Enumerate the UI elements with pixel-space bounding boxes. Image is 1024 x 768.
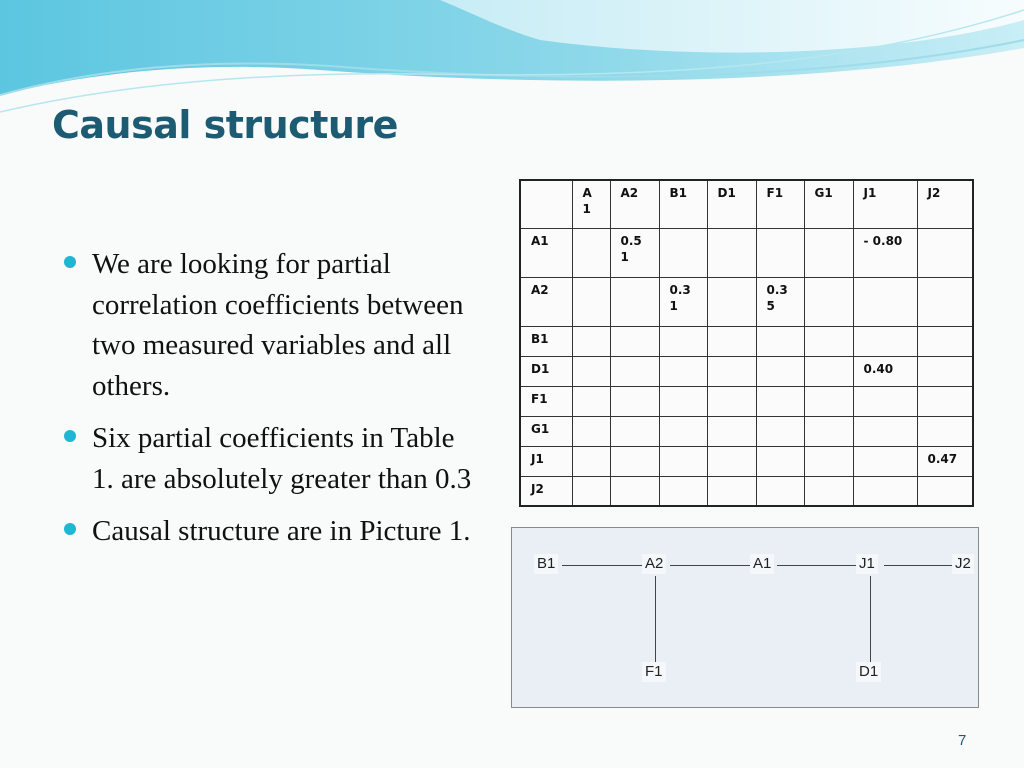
table-row [520, 446, 973, 476]
page-number: 7 [958, 732, 967, 749]
table-cell: - 0.80 [853, 228, 917, 277]
table-cell [853, 277, 917, 326]
table-cell [659, 476, 707, 506]
table-cell [659, 416, 707, 446]
bullet-item [62, 244, 482, 406]
table-cell [707, 277, 756, 326]
table-cell [572, 356, 610, 386]
bullet-dot-icon [64, 430, 76, 442]
table-cell [707, 326, 756, 356]
partial-correlation-table [519, 179, 974, 507]
node-d1: D1 [856, 662, 881, 682]
table-cell [853, 416, 917, 446]
node-b1: B1 [534, 554, 558, 574]
table-cell: 0.3 5 [756, 277, 804, 326]
table-row [520, 476, 973, 506]
table-row-label: G1 [520, 416, 572, 446]
table-cell [917, 416, 973, 446]
table-cell [610, 386, 659, 416]
table-cell [917, 476, 973, 506]
table-cell [610, 416, 659, 446]
edge-j1-d1 [870, 576, 871, 662]
node-j2: J2 [952, 554, 974, 574]
table-header-cell: J2 [917, 180, 973, 228]
table-cell [853, 386, 917, 416]
table-header-cell: B1 [659, 180, 707, 228]
table-header-row [520, 180, 973, 228]
table-cell [572, 476, 610, 506]
table-cell [756, 416, 804, 446]
table-row-label: F1 [520, 386, 572, 416]
table-cell [804, 277, 853, 326]
table-cell [707, 228, 756, 277]
table-cell [572, 446, 610, 476]
table-cell [804, 446, 853, 476]
table-cell [917, 356, 973, 386]
table-cell [572, 228, 610, 277]
table-cell [804, 416, 853, 446]
bullet-dot-icon [64, 256, 76, 268]
table-cell [804, 476, 853, 506]
table-cell [610, 476, 659, 506]
node-f1: F1 [642, 662, 666, 682]
bullet-item [62, 511, 482, 552]
table-cell [804, 228, 853, 277]
table-cell [707, 386, 756, 416]
table-header-cell: J1 [853, 180, 917, 228]
table-cell [572, 326, 610, 356]
edge-a2-f1 [655, 576, 656, 662]
table-row [520, 228, 973, 277]
bullet-text: Causal structure are in Picture 1. [92, 515, 471, 547]
table-cell [610, 446, 659, 476]
table-cell [707, 416, 756, 446]
table-cell [572, 386, 610, 416]
table-row-label: A2 [520, 277, 572, 326]
table-row-label: J1 [520, 446, 572, 476]
edge-a2-a1 [670, 565, 750, 566]
table-header-cell: D1 [707, 180, 756, 228]
bullet-list [62, 244, 482, 564]
node-j1: J1 [856, 554, 878, 574]
table-cell [707, 476, 756, 506]
table-cell [659, 386, 707, 416]
table-cell [610, 326, 659, 356]
table-cell [804, 386, 853, 416]
table-cell [756, 476, 804, 506]
table-cell [707, 446, 756, 476]
table-header-cell: A 1 [572, 180, 610, 228]
node-a2: A2 [642, 554, 666, 574]
table-cell [756, 446, 804, 476]
bullet-item [62, 418, 482, 499]
table-row [520, 356, 973, 386]
edge-a1-j1 [777, 565, 857, 566]
bullet-text: We are looking for partial correlation coefficients between two measured variables and all others. [92, 248, 464, 402]
table-cell: 0.5 1 [610, 228, 659, 277]
table-cell [659, 446, 707, 476]
table-cell [610, 356, 659, 386]
table-cell [917, 386, 973, 416]
table-row-label: J2 [520, 476, 572, 506]
table-cell: 0.3 1 [659, 277, 707, 326]
table-cell [756, 356, 804, 386]
table-header-cell: G1 [804, 180, 853, 228]
table-cell [572, 277, 610, 326]
table-cell [804, 326, 853, 356]
table-cell [756, 326, 804, 356]
table-cell: 0.47 [917, 446, 973, 476]
table-cell [917, 326, 973, 356]
table-cell [917, 277, 973, 326]
table-cell [756, 228, 804, 277]
table-header-cell [520, 180, 572, 228]
node-a1: A1 [750, 554, 774, 574]
table-cell [610, 277, 659, 326]
table-cell [659, 228, 707, 277]
slide-title: Causal structure [52, 103, 398, 147]
table-row [520, 416, 973, 446]
table-cell [659, 356, 707, 386]
table-cell [804, 356, 853, 386]
table-cell [756, 386, 804, 416]
table-cell [917, 228, 973, 277]
table-row-label: B1 [520, 326, 572, 356]
table-row [520, 326, 973, 356]
table-header-cell: A2 [610, 180, 659, 228]
table-cell [707, 356, 756, 386]
edge-j1-j2 [884, 565, 954, 566]
table-row-label: A1 [520, 228, 572, 277]
table-row-label: D1 [520, 356, 572, 386]
table-cell [572, 416, 610, 446]
table-row [520, 386, 973, 416]
table-cell: 0.40 [853, 356, 917, 386]
table-cell [853, 476, 917, 506]
bullet-dot-icon [64, 523, 76, 535]
table-cell [853, 446, 917, 476]
table-cell [853, 326, 917, 356]
table-header-cell: F1 [756, 180, 804, 228]
edge-b1-a2 [562, 565, 642, 566]
bullet-text: Six partial coefficients in Table 1. are absolutely greater than 0.3 [92, 422, 472, 495]
causal-structure-diagram [511, 527, 979, 708]
table-row [520, 277, 973, 326]
table-cell [659, 326, 707, 356]
